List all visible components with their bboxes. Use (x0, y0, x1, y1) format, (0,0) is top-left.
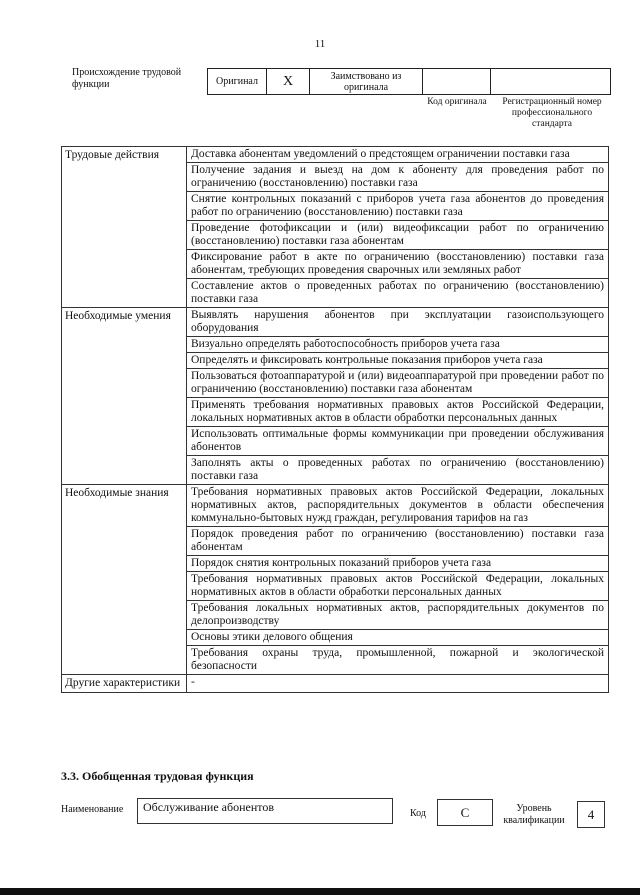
list-item: Порядок снятия контрольных показаний приборов учета газа (187, 556, 608, 572)
original-label: Оригинал (216, 76, 258, 87)
list-item: Требования охраны труда, промышленной, пожарной и экологической безопасности (191, 647, 604, 672)
list-item: Требования локальных нормативных актов, распорядительных документов по делопроизводству (187, 601, 608, 630)
list-item: Проведение фотофиксации и (или) видеофиксации работ по ограничению (восстановлению) поставки газа абонентам (187, 221, 608, 250)
table-row (62, 147, 609, 308)
list-item: Фиксирование работ в акте по ограничению (восстановлению) поставки газа абонентам, требующих проведения сварочных или земляных работ (187, 250, 608, 279)
row-items (187, 308, 609, 485)
list-item: Требования нормативных правовых актов Российской Федерации, локальных нормативных актов, распорядительных документов в области обеспечения коммунально-бытовых нужд граждан, регулирования тарифов на газ (187, 485, 608, 527)
borrowed-cell (309, 68, 423, 95)
list-item: Требования нормативных правовых актов Российской Федерации, локальных нормативных актов в области обработки персональных данных (187, 572, 608, 601)
row-heading: Другие характеристики (62, 675, 187, 693)
code-original-box (422, 68, 491, 95)
borrowed-label: Заимствовано из оригинала (330, 70, 402, 93)
reg-number-caption: Регистрационный номер профессионального стандарта (502, 97, 602, 129)
level-value-box (577, 801, 605, 828)
section-title: 3.3. Обобщенная трудовая функция (61, 769, 254, 783)
table-row (62, 675, 609, 693)
list-item: Заполнять акты о проведенных работах по ограничению (восстановлению) поставки газа (191, 457, 604, 482)
list-item: Использовать оптимальные формы коммуникации при проведении обслуживания абонентов (187, 427, 608, 456)
row-items (187, 485, 609, 675)
code-value: С (460, 805, 470, 820)
list-item: Визуально определять работоспособность приборов учета газа (187, 337, 608, 353)
list-item: Применять требования нормативных правовых актов Российской Федерации, локальных нормативных актов в области обработки персональных данных (187, 398, 608, 427)
list-item: Получение задания и выезд на дом к абоненту для проведения работ по ограничению (восстановлению) поставки газа (187, 163, 608, 192)
original-mark: X (282, 74, 294, 89)
page-number: 11 (314, 38, 326, 50)
list-item: - (191, 676, 195, 688)
list-item: Выявлять нарушения абонентов при эксплуатации газоиспользующего оборудования (187, 308, 608, 337)
row-items (187, 675, 609, 693)
row-heading: Необходимые умения (62, 308, 187, 485)
reg-number-box (490, 68, 611, 95)
original-mark-cell (266, 68, 310, 95)
code-label: Код (410, 808, 426, 819)
list-item: Основы этики делового общения (187, 630, 608, 646)
name-label: Наименование (61, 804, 124, 815)
list-item: Доставка абонентам уведомлений о предстоящем ограничении поставки газа (187, 147, 608, 163)
row-items (187, 147, 609, 308)
list-item: Пользоваться фотоаппаратурой и (или) видеоаппаратурой при проведении работ по ограничению (восстановлению) поставки газа абонентам (187, 369, 608, 398)
list-item: Составление актов о проведенных работах по ограничению (восстановлению) поставки газа (191, 280, 604, 305)
origin-label: Происхождение трудовой функции (72, 67, 182, 90)
original-cell (207, 68, 267, 95)
list-item: Определять и фиксировать контрольные показания приборов учета газа (187, 353, 608, 369)
bottom-scan-edge (0, 888, 640, 895)
row-heading: Трудовые действия (62, 147, 187, 308)
labor-function-table (61, 146, 609, 693)
name-value: Обслуживание абонентов (137, 798, 393, 824)
level-value: 4 (587, 807, 595, 822)
table-row (62, 308, 609, 485)
row-heading: Необходимые знания (62, 485, 187, 675)
level-label: Уровень квалификации (503, 803, 565, 826)
list-item: Порядок проведения работ по ограничению (восстановлению) поставки газа абонентам (187, 527, 608, 556)
table-row (62, 485, 609, 675)
list-item: Снятие контрольных показаний с приборов учета газа абонентов до проведения работ по ограничению (восстановлению) поставки газа (187, 192, 608, 221)
code-value-box (437, 799, 493, 826)
code-original-caption: Код оригинала (427, 97, 487, 107)
